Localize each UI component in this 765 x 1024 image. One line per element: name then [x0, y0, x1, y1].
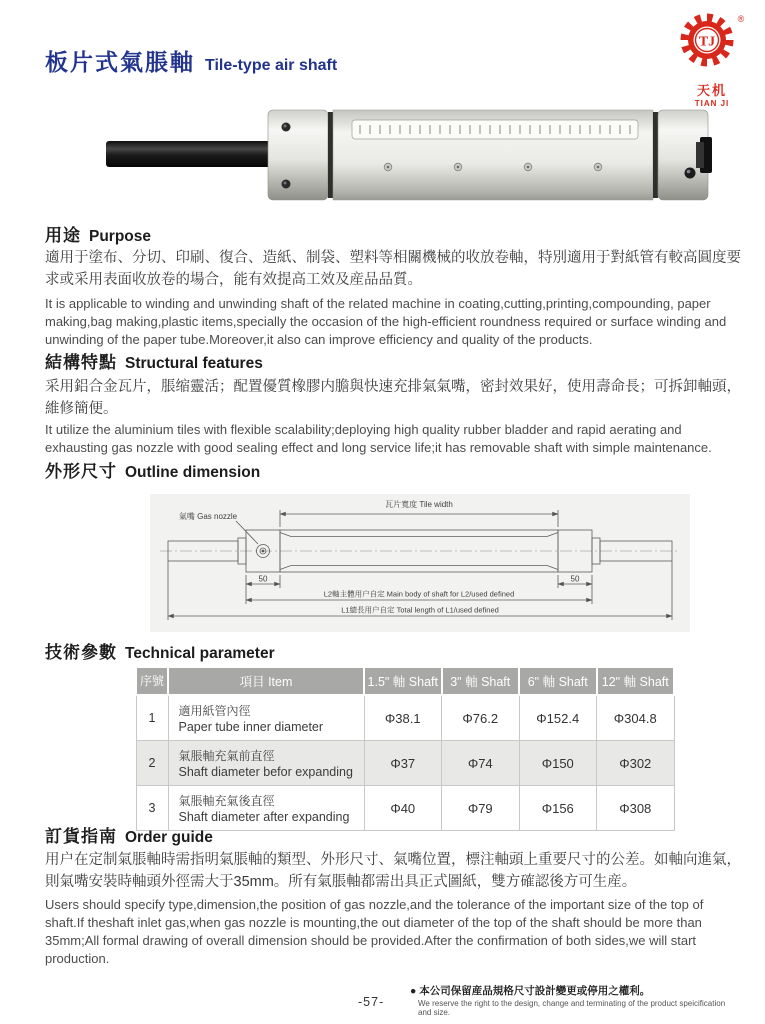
cell-no: 1 — [136, 695, 168, 741]
cell-no: 2 — [136, 741, 168, 786]
order-heading-cn: 訂貨指南 — [45, 827, 117, 846]
cell-value: Φ38.1 — [364, 695, 442, 741]
structural-text-en: It utilize the aluminium tiles with flexible scalability;deploying high quality rubber bladder and rapid aerating and exhausting gas nozzle with good sealing effect and long service life;it has removable shaft with simple maintenance. — [45, 422, 712, 455]
cell-value: Φ40 — [364, 786, 442, 831]
header-shaft-6: 6" 軸 Shaft — [519, 667, 597, 695]
dim-50-left-label: 50 — [258, 574, 268, 584]
cell-value: Φ152.4 — [519, 695, 597, 741]
item-en: Paper tube inner diameter — [178, 720, 324, 734]
structural-heading-cn: 結構特點 — [45, 353, 117, 372]
purpose-heading-en: Purpose — [89, 228, 152, 245]
product-photo — [100, 104, 712, 206]
item-cn: 適用紙管內徑 — [178, 704, 251, 718]
order-text-cn: 用户在定制氣脹軸時需指明氣脹軸的類型、外形尺寸、氣嘴位置，標注軸頭上重要尺寸的公差。如軸向進氣，則氣嘴安裝時軸頭外徑需大于35mm。所有氣脹軸都需出具正式圖紙，雙方確認後方可生産。 — [45, 852, 741, 891]
footer-note — [410, 983, 740, 1017]
cell-value: Φ156 — [519, 786, 597, 831]
item-en: Shaft diameter befor expanding — [178, 765, 353, 779]
cell-item — [168, 741, 364, 786]
gear-logo-icon — [675, 12, 749, 74]
technical-heading-en: Technical parameter — [125, 645, 275, 662]
cell-value: Φ74 — [442, 741, 520, 786]
footer-note-cn — [410, 983, 740, 998]
logo-name-cn: 天机 — [696, 83, 727, 98]
footer-note-en: We reserve the right to the design, change and terminating of the product speicification and size. — [418, 999, 726, 1017]
registered-mark-icon: ® — [737, 14, 745, 24]
logo-monogram: TJ — [698, 34, 716, 50]
item-en: Shaft diameter after expanding — [178, 810, 350, 824]
purpose-text-en: It is applicable to winding and unwinding shaft of the related machine in coating,cutting,printing,compounding, paper making,bag making,plastic items,specially the occasion of the high-efficient roundness required or surface winding and unwinding of the paper tube.Moreover,it also can improve efficiency and quality of the products. — [45, 296, 727, 347]
company-logo — [668, 12, 756, 108]
l1-dimension-label: L1總長用户自定 Total length of L1/used defined — [341, 605, 499, 615]
logo-name-en: TIAN JI — [694, 99, 730, 108]
cell-value: Φ37 — [364, 741, 442, 786]
outline-heading-en: Outline dimension — [125, 464, 261, 481]
cell-value: Φ304.8 — [597, 695, 675, 741]
header-item: 項目 Item — [168, 667, 364, 695]
page-title-en: Tile-type air shaft — [205, 57, 338, 74]
l2-dimension-label: L2軸主體用户自定 Main body of shaft for L2/used defined — [323, 589, 515, 599]
cell-value: Φ302 — [597, 741, 675, 786]
page-title — [45, 44, 337, 77]
item-cn: 氣脹軸充氣前直徑 — [178, 749, 275, 763]
table-header-row — [136, 667, 674, 695]
header-shaft-3: 3" 軸 Shaft — [442, 667, 520, 695]
header-no: 序號 — [136, 667, 168, 695]
cell-value: Φ308 — [597, 786, 675, 831]
item-cn: 氣脹軸充氣後直徑 — [178, 794, 275, 808]
technical-heading-cn: 技術參數 — [45, 643, 117, 662]
header-shaft-1-5: 1.5" 軸 Shaft — [364, 667, 442, 695]
purpose-heading-cn: 用途 — [45, 226, 81, 245]
cell-no: 3 — [136, 786, 168, 831]
page-title-cn: 板片式氣脹軸 — [45, 49, 195, 75]
table-row — [136, 786, 674, 831]
order-heading-en: Order guide — [125, 829, 213, 846]
order-text-en: Users should specify type,dimension,the position of gas nozzle,and the tolerance of the important size of the top of shaft.If theshaft inlet gas,when gas nozzle is mounting,the out diameter of the top of the shaft should be more than 35mm;All formal drawing of overall dimension should be provided.After the confirmation of both sides,we will start production. — [45, 897, 704, 966]
structural-text-cn: 采用鋁合金瓦片，脹缩靈活；配置優質橡膠内膽與快速充排氣氣嘴，密封效果好，使用壽命長；可拆卸軸頭，維修簡便。 — [45, 379, 741, 418]
page-number: -57- — [358, 995, 385, 1009]
technical-parameter-table — [135, 666, 675, 831]
order-heading — [45, 822, 213, 847]
bullet-icon: ● — [410, 985, 417, 997]
header-shaft-12: 12" 軸 Shaft — [597, 667, 675, 695]
purpose-text-cn: 適用于塗布、分切、印刷、復合、造紙、制袋、塑料等相關機械的收放卷軸，特別適用于對紙管有較高圓度要求或采用表面收放卷的場合，能有效提高工效及産品品質。 — [45, 250, 741, 289]
table-row — [136, 741, 674, 786]
footer-note-cn-text: 本公司保留産品規格尺寸設計變更或停用之權利。 — [419, 985, 651, 997]
cell-value: Φ79 — [442, 786, 520, 831]
outline-drawing — [150, 494, 690, 632]
dim-50-right-label: 50 — [570, 574, 580, 584]
purpose-heading — [45, 221, 151, 246]
outline-heading — [45, 457, 260, 482]
structural-heading — [45, 348, 263, 373]
tile-width-label: 瓦片寬度 Tile width — [385, 500, 453, 509]
technical-heading — [45, 638, 275, 663]
outline-heading-cn: 外形尺寸 — [45, 462, 117, 481]
structural-heading-en: Structural features — [125, 355, 263, 372]
cell-value: Φ76.2 — [442, 695, 520, 741]
cell-value: Φ150 — [519, 741, 597, 786]
gas-nozzle-label: 氣嘴 Gas nozzle — [178, 512, 238, 521]
cell-item — [168, 695, 364, 741]
table-row — [136, 695, 674, 741]
